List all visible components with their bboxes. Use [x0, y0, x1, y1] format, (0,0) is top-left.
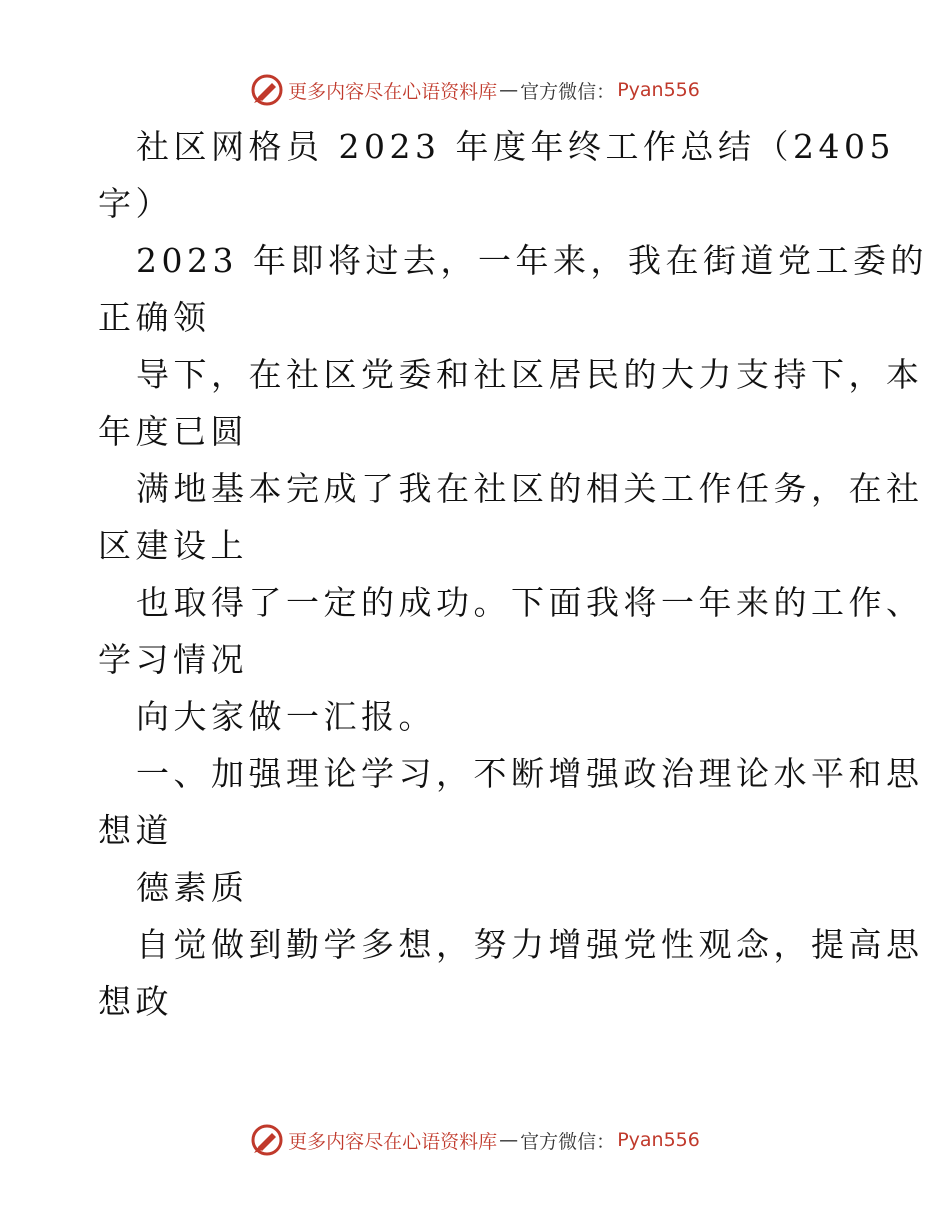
- section-heading-continued: 德素质: [136, 868, 249, 907]
- section-heading: 一、加强理论学习，不断增强政治理论水平和思: [136, 754, 924, 793]
- wechat-id: Pyan556: [617, 1129, 700, 1151]
- banner-text: 更多内容尽在心语资料库: [288, 80, 498, 103]
- banner-separator: —: [499, 79, 519, 101]
- paragraph-line: 年度已圆: [98, 412, 248, 451]
- paragraph-line: 区建设上: [98, 526, 248, 565]
- paragraph-line: 学习情况: [98, 640, 248, 679]
- title-line-continued: 字）: [98, 184, 173, 223]
- section-heading-continued: 想道: [98, 811, 173, 850]
- paragraph-line: 正确领: [98, 298, 211, 337]
- document-body: [98, 118, 928, 1030]
- pen-logo-icon: [250, 73, 284, 107]
- footer-watermark: [0, 1120, 950, 1160]
- wechat-label: 官方微信：: [520, 80, 616, 103]
- paragraph-line: 导下，在社区党委和社区居民的大力支持下，本: [136, 355, 924, 394]
- wechat-label: 官方微信：: [520, 1130, 616, 1153]
- title-line: 社区网格员 2023 年度年终工作总结（2405: [136, 127, 895, 166]
- banner-text: 更多内容尽在心语资料库: [288, 1130, 498, 1153]
- paragraph-line: 2023 年即将过去，一年来，我在街道党工委的: [136, 241, 928, 280]
- paragraph-line: 想政: [98, 982, 173, 1021]
- paragraph-line: 自觉做到勤学多想，努力增强党性观念，提高思: [136, 925, 924, 964]
- header-watermark: [0, 70, 950, 110]
- paragraph-line: 也取得了一定的成功。下面我将一年来的工作、: [136, 583, 924, 622]
- banner-separator: —: [499, 1129, 519, 1151]
- paragraph-line: 向大家做一汇报。: [136, 697, 436, 736]
- pen-logo-icon: [250, 1123, 284, 1157]
- paragraph-line: 满地基本完成了我在社区的相关工作任务，在社: [136, 469, 924, 508]
- wechat-id: Pyan556: [617, 79, 700, 101]
